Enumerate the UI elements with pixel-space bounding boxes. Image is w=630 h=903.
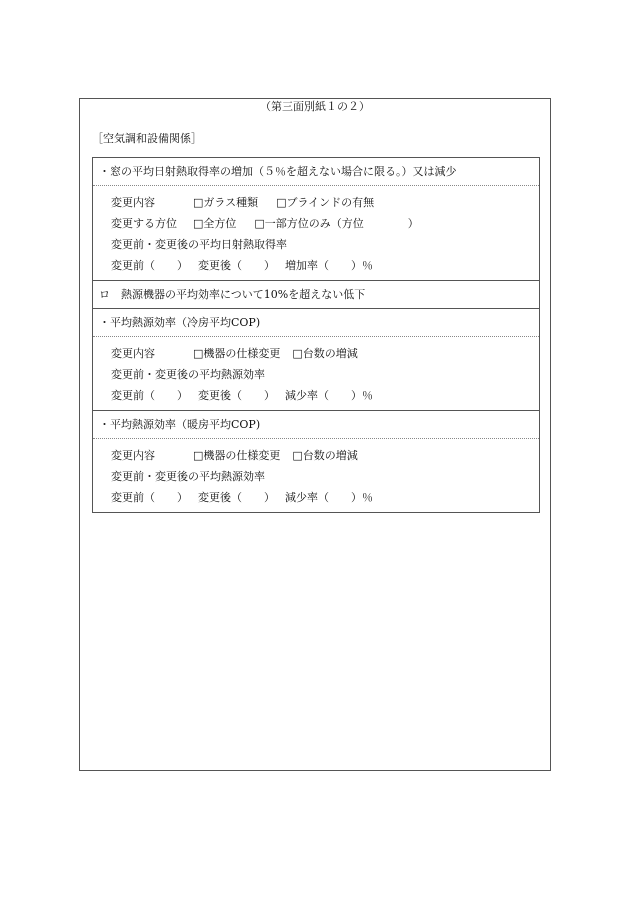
cooling-eff-label: 変更前・変更後の平均熱源効率 (111, 368, 265, 381)
glass-type-checkbox[interactable]: □ガラス種類 (193, 196, 259, 209)
heating-heading: ・平均熱源効率（暖房平均COP) (93, 411, 539, 439)
heating-eff-label: 変更前・変更後の平均熱源効率 (111, 470, 265, 483)
form-frame (79, 98, 551, 771)
form-title: （第三面別紙１の２） (260, 100, 370, 113)
cooling-change-row (111, 343, 539, 364)
window-increase[interactable]: 増加率（ ）％ (285, 259, 373, 272)
window-after[interactable]: 変更後（ ） (198, 259, 275, 272)
window-change-row (111, 192, 539, 213)
heating-change-row (111, 445, 539, 466)
heating-after[interactable]: 変更後（ ） (198, 491, 275, 504)
heating-spec-checkbox[interactable]: □機器の仕様変更 (193, 449, 281, 462)
category-label: ［空気調和設備関係］ (92, 132, 202, 145)
heat-source-heading: ロ 熱源機器の平均効率について10%を超えない低下 (93, 281, 539, 309)
heating-change-label: 変更内容 (111, 449, 155, 462)
all-direction-checkbox[interactable]: □全方位 (193, 217, 237, 230)
direction-label: 変更する方位 (111, 217, 177, 230)
cooling-change-label: 変更内容 (111, 347, 155, 360)
cooling-heading: ・平均熱源効率（冷房平均COP) (93, 309, 539, 337)
heating-before[interactable]: 変更前（ ） (111, 491, 188, 504)
window-values-row (111, 255, 539, 276)
cooling-after[interactable]: 変更後（ ） (198, 389, 275, 402)
window-heading: ・窓の平均日射熱取得率の増加（５％を超えない場合に限る。）又は減少 (93, 158, 539, 186)
heating-values-row (111, 487, 539, 508)
partial-direction-checkbox[interactable]: □一部方位のみ（方位 ） (254, 217, 419, 230)
window-section (93, 186, 539, 281)
heating-section (93, 439, 539, 512)
window-change-label: 変更内容 (111, 196, 155, 209)
blind-checkbox[interactable]: □ブラインドの有無 (276, 196, 375, 209)
cooling-count-checkbox[interactable]: □台数の増減 (292, 347, 358, 360)
heating-count-checkbox[interactable]: □台数の増減 (292, 449, 358, 462)
window-rate-label: 変更前・変更後の平均日射熱取得率 (111, 238, 287, 251)
heating-decrease[interactable]: 減少率（ ）％ (285, 491, 373, 504)
cooling-section (93, 337, 539, 411)
cooling-decrease[interactable]: 減少率（ ）％ (285, 389, 373, 402)
window-direction-row (111, 213, 539, 234)
window-before[interactable]: 変更前（ ） (111, 259, 188, 272)
cooling-before[interactable]: 変更前（ ） (111, 389, 188, 402)
cooling-values-row (111, 385, 539, 406)
cooling-spec-checkbox[interactable]: □機器の仕様変更 (193, 347, 281, 360)
form-table (92, 157, 540, 513)
